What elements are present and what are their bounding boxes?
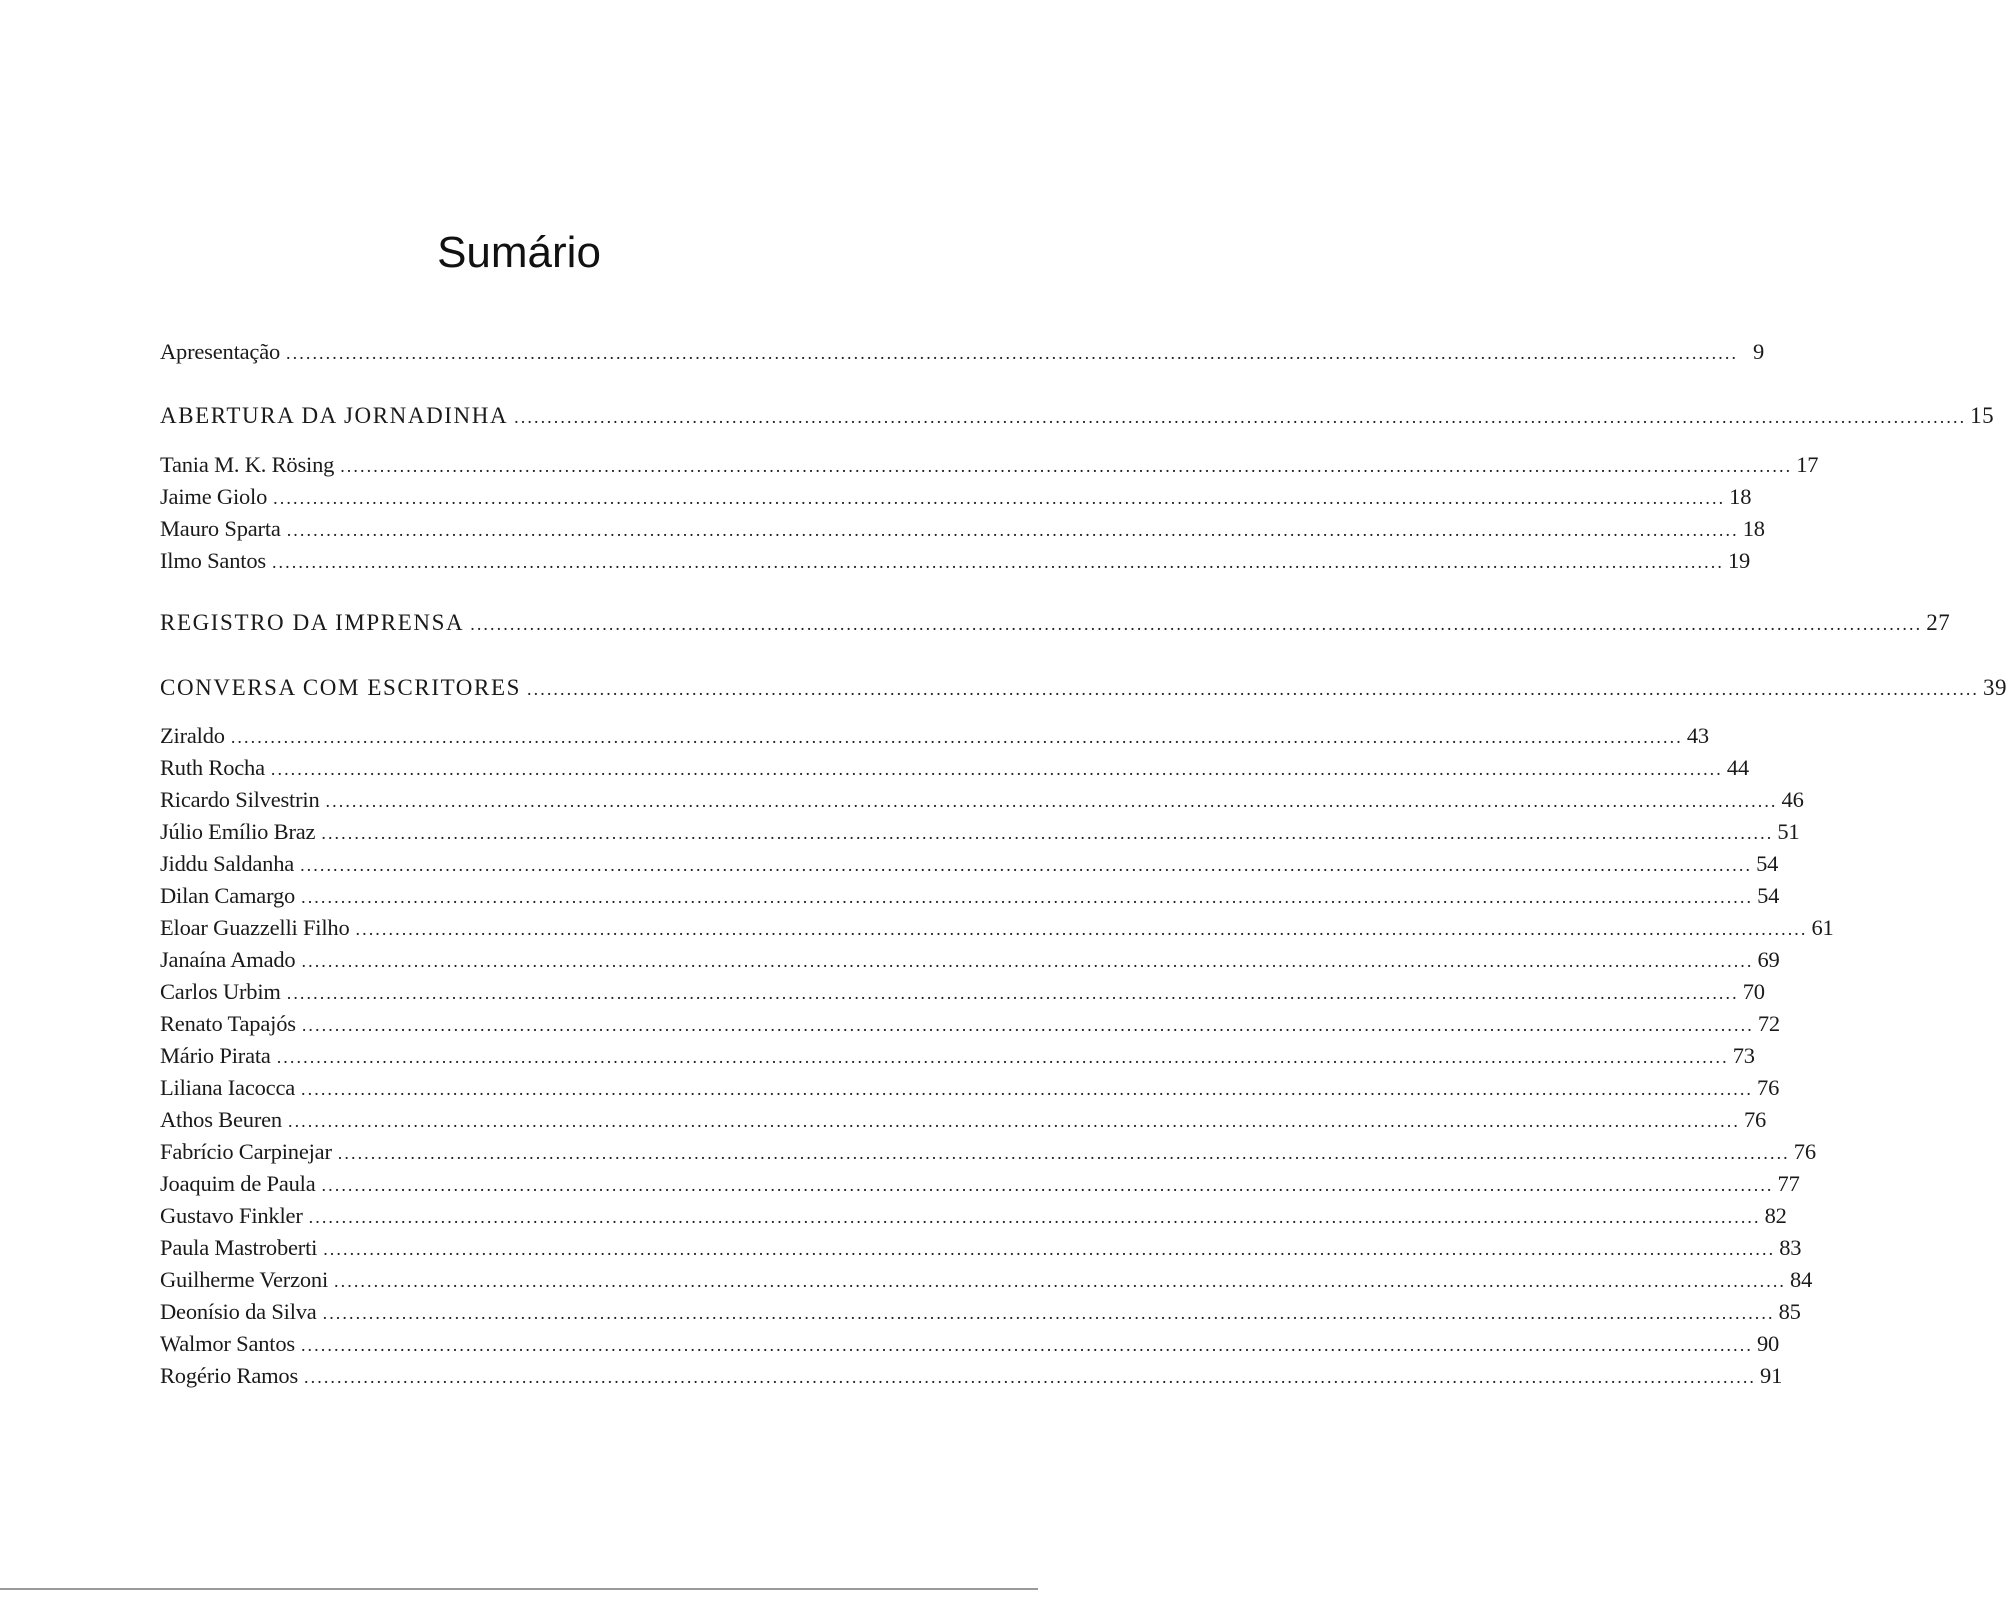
dot-leader: ............................................................................................................................................................................................................................	[287, 1111, 1740, 1131]
dot-leader: ............................................................................................................................................................................................................................	[301, 1015, 1754, 1035]
toc-page-number: 76	[1743, 1107, 1767, 1132]
dot-leader: ............................................................................................................................................................................................................................	[300, 1335, 1753, 1355]
page-title: Sumário	[437, 228, 601, 277]
dot-leader: ............................................................................................................................................................................................................................	[334, 1271, 1787, 1291]
toc-entry	[160, 818, 1800, 847]
toc-page-number: 46	[1781, 787, 1804, 812]
toc-section-heading	[160, 609, 1951, 638]
dot-leader: ............................................................................................................................................................................................................................	[355, 919, 1808, 939]
toc-entry	[160, 722, 1709, 751]
dot-leader: ............................................................................................................................................................................................................................	[230, 727, 1683, 747]
toc-entry	[160, 1138, 1816, 1167]
toc-entry-title: Tania M. K. Rösing	[160, 452, 335, 477]
toc-entry-title: Apresentação	[160, 339, 281, 364]
dot-leader: ............................................................................................................................................................................................................................	[301, 951, 1754, 971]
dot-leader: ............................................................................................................................................................................................................................	[270, 759, 1723, 779]
toc-page-number: 44	[1726, 755, 1749, 780]
toc-page-number: 77	[1777, 1171, 1800, 1196]
toc-page-number: 27	[1926, 610, 1951, 635]
toc-page-number: 51	[1777, 819, 1800, 844]
toc-page-number: 83	[1779, 1235, 1802, 1260]
dot-leader: ............................................................................................................................................................................................................................	[323, 1239, 1776, 1259]
toc-page-number: 17	[1796, 452, 1819, 477]
toc-entry	[160, 1106, 1767, 1135]
dot-leader: ............................................................................................................................................................................................................................	[308, 1207, 1761, 1227]
toc-entry-title: Liliana Iacocca	[160, 1075, 296, 1100]
toc-entry	[160, 1074, 1780, 1103]
toc-entry	[160, 850, 1779, 879]
toc-section-heading	[160, 674, 2007, 703]
toc-page-number: 9	[1752, 339, 1765, 364]
toc-entry	[160, 515, 1765, 544]
toc-entry-title: ABERTURA DA JORNADINHA	[160, 403, 509, 428]
toc-page-number: 84	[1790, 1267, 1813, 1292]
dot-leader: ............................................................................................................................................................................................................................	[304, 1367, 1757, 1387]
toc-page-number: 19	[1727, 548, 1751, 573]
toc-entry-title: Deonísio da Silva	[160, 1299, 317, 1324]
toc-entry-title: Júlio Emílio Braz	[160, 819, 316, 844]
toc-entry	[160, 483, 1752, 512]
toc-page-number: 39	[1983, 675, 2007, 700]
dot-leader: ............................................................................................................................................................................................................................	[321, 823, 1774, 843]
toc-page-number: 76	[1793, 1139, 1816, 1164]
toc-page-number: 43	[1686, 723, 1709, 748]
toc-entry-title: Paula Mastroberti	[160, 1235, 318, 1260]
toc-entry-title: Janaína Amado	[160, 947, 296, 972]
toc-entry	[160, 1330, 1780, 1359]
toc-entry-title: Ricardo Silvestrin	[160, 787, 320, 812]
toc-page-number: 82	[1764, 1203, 1787, 1228]
toc-page-number: 18	[1729, 484, 1752, 509]
dot-leader: ............................................................................................................................................................................................................................	[276, 1047, 1729, 1067]
page-edge-rule	[0, 1588, 1038, 1590]
toc-entry	[160, 1042, 1755, 1071]
toc-entry-title: Joaquim de Paula	[160, 1171, 316, 1196]
toc-page-number: 54	[1757, 883, 1780, 908]
toc-entry	[160, 754, 1749, 783]
toc-entry	[160, 1362, 1783, 1391]
dot-leader: ............................................................................................................................................................................................................................	[340, 456, 1793, 476]
toc-entry-title: Ziraldo	[160, 723, 225, 748]
toc-entry	[160, 882, 1780, 911]
dot-leader: ............................................................................................................................................................................................................................	[322, 1303, 1775, 1323]
toc-page-number: 90	[1756, 1331, 1780, 1356]
toc-page-number: 85	[1778, 1299, 1801, 1324]
toc-entry	[160, 1298, 1801, 1327]
toc-entry-title: Fabrício Carpinejar	[160, 1139, 332, 1164]
toc-entry-title: Jiddu Saldanha	[160, 851, 295, 876]
toc-entry-title: Ruth Rocha	[160, 755, 265, 780]
toc-entry-title: Eloar Guazzelli Filho	[160, 915, 350, 940]
toc-entry	[160, 1266, 1813, 1295]
toc-page-number: 61	[1811, 915, 1834, 940]
toc-entry	[160, 451, 1819, 480]
toc-entry-title: Renato Tapajós	[160, 1011, 296, 1036]
toc-page-number: 73	[1732, 1043, 1755, 1068]
toc-page-number: 15	[1970, 403, 1995, 428]
dot-leader: ............................................................................................................................................................................................................................	[301, 1079, 1754, 1099]
toc-entry-title: Walmor Santos	[160, 1331, 295, 1356]
toc-entry	[160, 1170, 1800, 1199]
dot-leader: ............................................................................................................................................................................................................................	[286, 520, 1739, 540]
dot-leader: ............................................................................................................................................................................................................................	[286, 343, 1739, 363]
toc-entry-title: Guilherme Verzoni	[160, 1267, 329, 1292]
toc-entry-title: REGISTRO DA IMPRENSA	[160, 610, 465, 635]
toc-entry-title: Carlos Urbim	[160, 979, 281, 1004]
toc-entry	[160, 978, 1765, 1007]
toc-entry	[160, 1234, 1802, 1263]
toc-section-heading	[160, 402, 1995, 431]
dot-leader: ............................................................................................................................................................................................................................	[273, 488, 1726, 508]
toc-entry-title: Dilan Camargo	[160, 883, 296, 908]
toc-entry-title: Mauro Sparta	[160, 516, 281, 541]
dot-leader: ............................................................................................................................................................................................................................	[325, 791, 1778, 811]
toc-entry	[160, 786, 1804, 815]
dot-leader: ............................................................................................................................................................................................................................	[470, 614, 1923, 634]
dot-leader: ............................................................................................................................................................................................................................	[271, 552, 1724, 572]
toc-entry-title: Mário Pirata	[160, 1043, 271, 1068]
toc-entry	[160, 1010, 1780, 1039]
dot-leader: ............................................................................................................................................................................................................................	[321, 1175, 1774, 1195]
toc-entry	[160, 946, 1780, 975]
toc-page-number: 70	[1742, 979, 1765, 1004]
toc-entry-title: CONVERSA COM ESCRITORES	[160, 675, 522, 700]
toc-page-number: 76	[1757, 1075, 1780, 1100]
toc-entry-title: Gustavo Finkler	[160, 1203, 303, 1228]
toc-page-number: 69	[1757, 947, 1780, 972]
dot-leader: ............................................................................................................................................................................................................................	[301, 887, 1754, 907]
toc-entry	[160, 914, 1834, 943]
toc-page-number: 72	[1757, 1011, 1780, 1036]
toc-entry-title: Rogério Ramos	[160, 1363, 299, 1388]
toc-entry-title: Ilmo Santos	[160, 548, 266, 573]
toc-entry	[160, 547, 1751, 576]
toc-entry-title: Athos Beuren	[160, 1107, 282, 1132]
dot-leader: ............................................................................................................................................................................................................................	[337, 1143, 1790, 1163]
toc-page-number: 91	[1760, 1363, 1783, 1388]
dot-leader: ............................................................................................................................................................................................................................	[300, 855, 1753, 875]
dot-leader: ............................................................................................................................................................................................................................	[527, 679, 1980, 699]
toc-entry	[160, 338, 1765, 367]
toc-page-number: 54	[1756, 851, 1779, 876]
toc-entry-title: Jaime Giolo	[160, 484, 268, 509]
toc-entry	[160, 1202, 1787, 1231]
dot-leader: ............................................................................................................................................................................................................................	[514, 407, 1967, 427]
toc-page-number: 18	[1742, 516, 1765, 541]
dot-leader: ............................................................................................................................................................................................................................	[286, 983, 1739, 1003]
